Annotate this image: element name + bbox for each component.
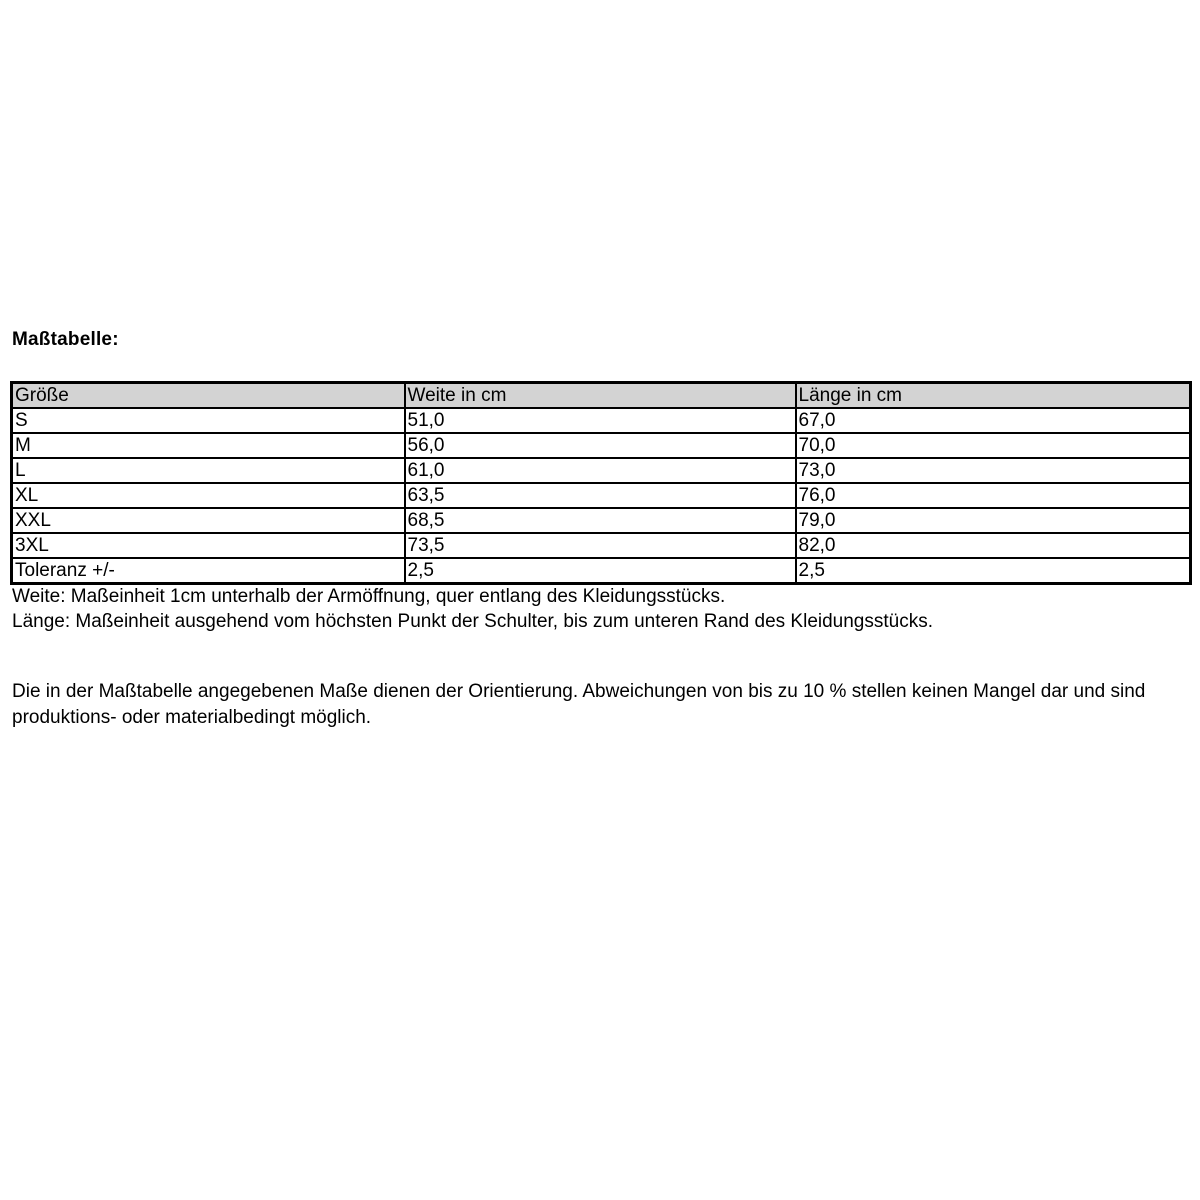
table-cell: 2,5 (405, 558, 796, 584)
table-row (12, 558, 1191, 584)
table-cell: 67,0 (796, 408, 1191, 433)
table-cell: 56,0 (405, 433, 796, 458)
table-cell: 2,5 (796, 558, 1191, 584)
table-row (12, 458, 1191, 483)
table-cell: 68,5 (405, 508, 796, 533)
table-row (12, 408, 1191, 433)
table-cell: XL (12, 483, 405, 508)
table-cell: 61,0 (405, 458, 796, 483)
page-title: Maßtabelle: (12, 329, 119, 350)
table-cell: Toleranz +/- (12, 558, 405, 584)
size-table-body (12, 408, 1191, 584)
table-cell: L (12, 458, 405, 483)
table-cell: 82,0 (796, 533, 1191, 558)
column-header-weite: Weite in cm (405, 383, 796, 409)
table-row (12, 533, 1191, 558)
size-table-header (12, 383, 1191, 409)
table-cell: S (12, 408, 405, 433)
table-cell: 63,5 (405, 483, 796, 508)
table-cell: XXL (12, 508, 405, 533)
column-header-groesse: Größe (12, 383, 405, 409)
measurement-notes (12, 584, 1197, 634)
table-header-row (12, 383, 1191, 409)
table-row (12, 483, 1191, 508)
note-laenge: Länge: Maßeinheit ausgehend vom höchsten Punkt der Schulter, bis zum unteren Rand des Kleidungsstücks. (12, 611, 933, 632)
table-cell: 73,0 (796, 458, 1191, 483)
table-cell: M (12, 433, 405, 458)
table-row (12, 508, 1191, 533)
table-cell: 76,0 (796, 483, 1191, 508)
table-cell: 51,0 (405, 408, 796, 433)
column-header-laenge: Länge in cm (796, 383, 1191, 409)
table-row (12, 433, 1191, 458)
table-cell: 3XL (12, 533, 405, 558)
note-weite: Weite: Maßeinheit 1cm unterhalb der Armöffnung, quer entlang des Kleidungsstücks. (12, 586, 726, 607)
table-cell: 73,5 (405, 533, 796, 558)
table-cell: 70,0 (796, 433, 1191, 458)
disclaimer-text: Die in der Maßtabelle angegebenen Maße dienen der Orientierung. Abweichungen von bis zu 10 % stellen keinen Mangel dar und sind produktions- oder materialbedingt möglich. (12, 681, 1146, 728)
table-cell: 79,0 (796, 508, 1191, 533)
size-table (10, 381, 1192, 585)
